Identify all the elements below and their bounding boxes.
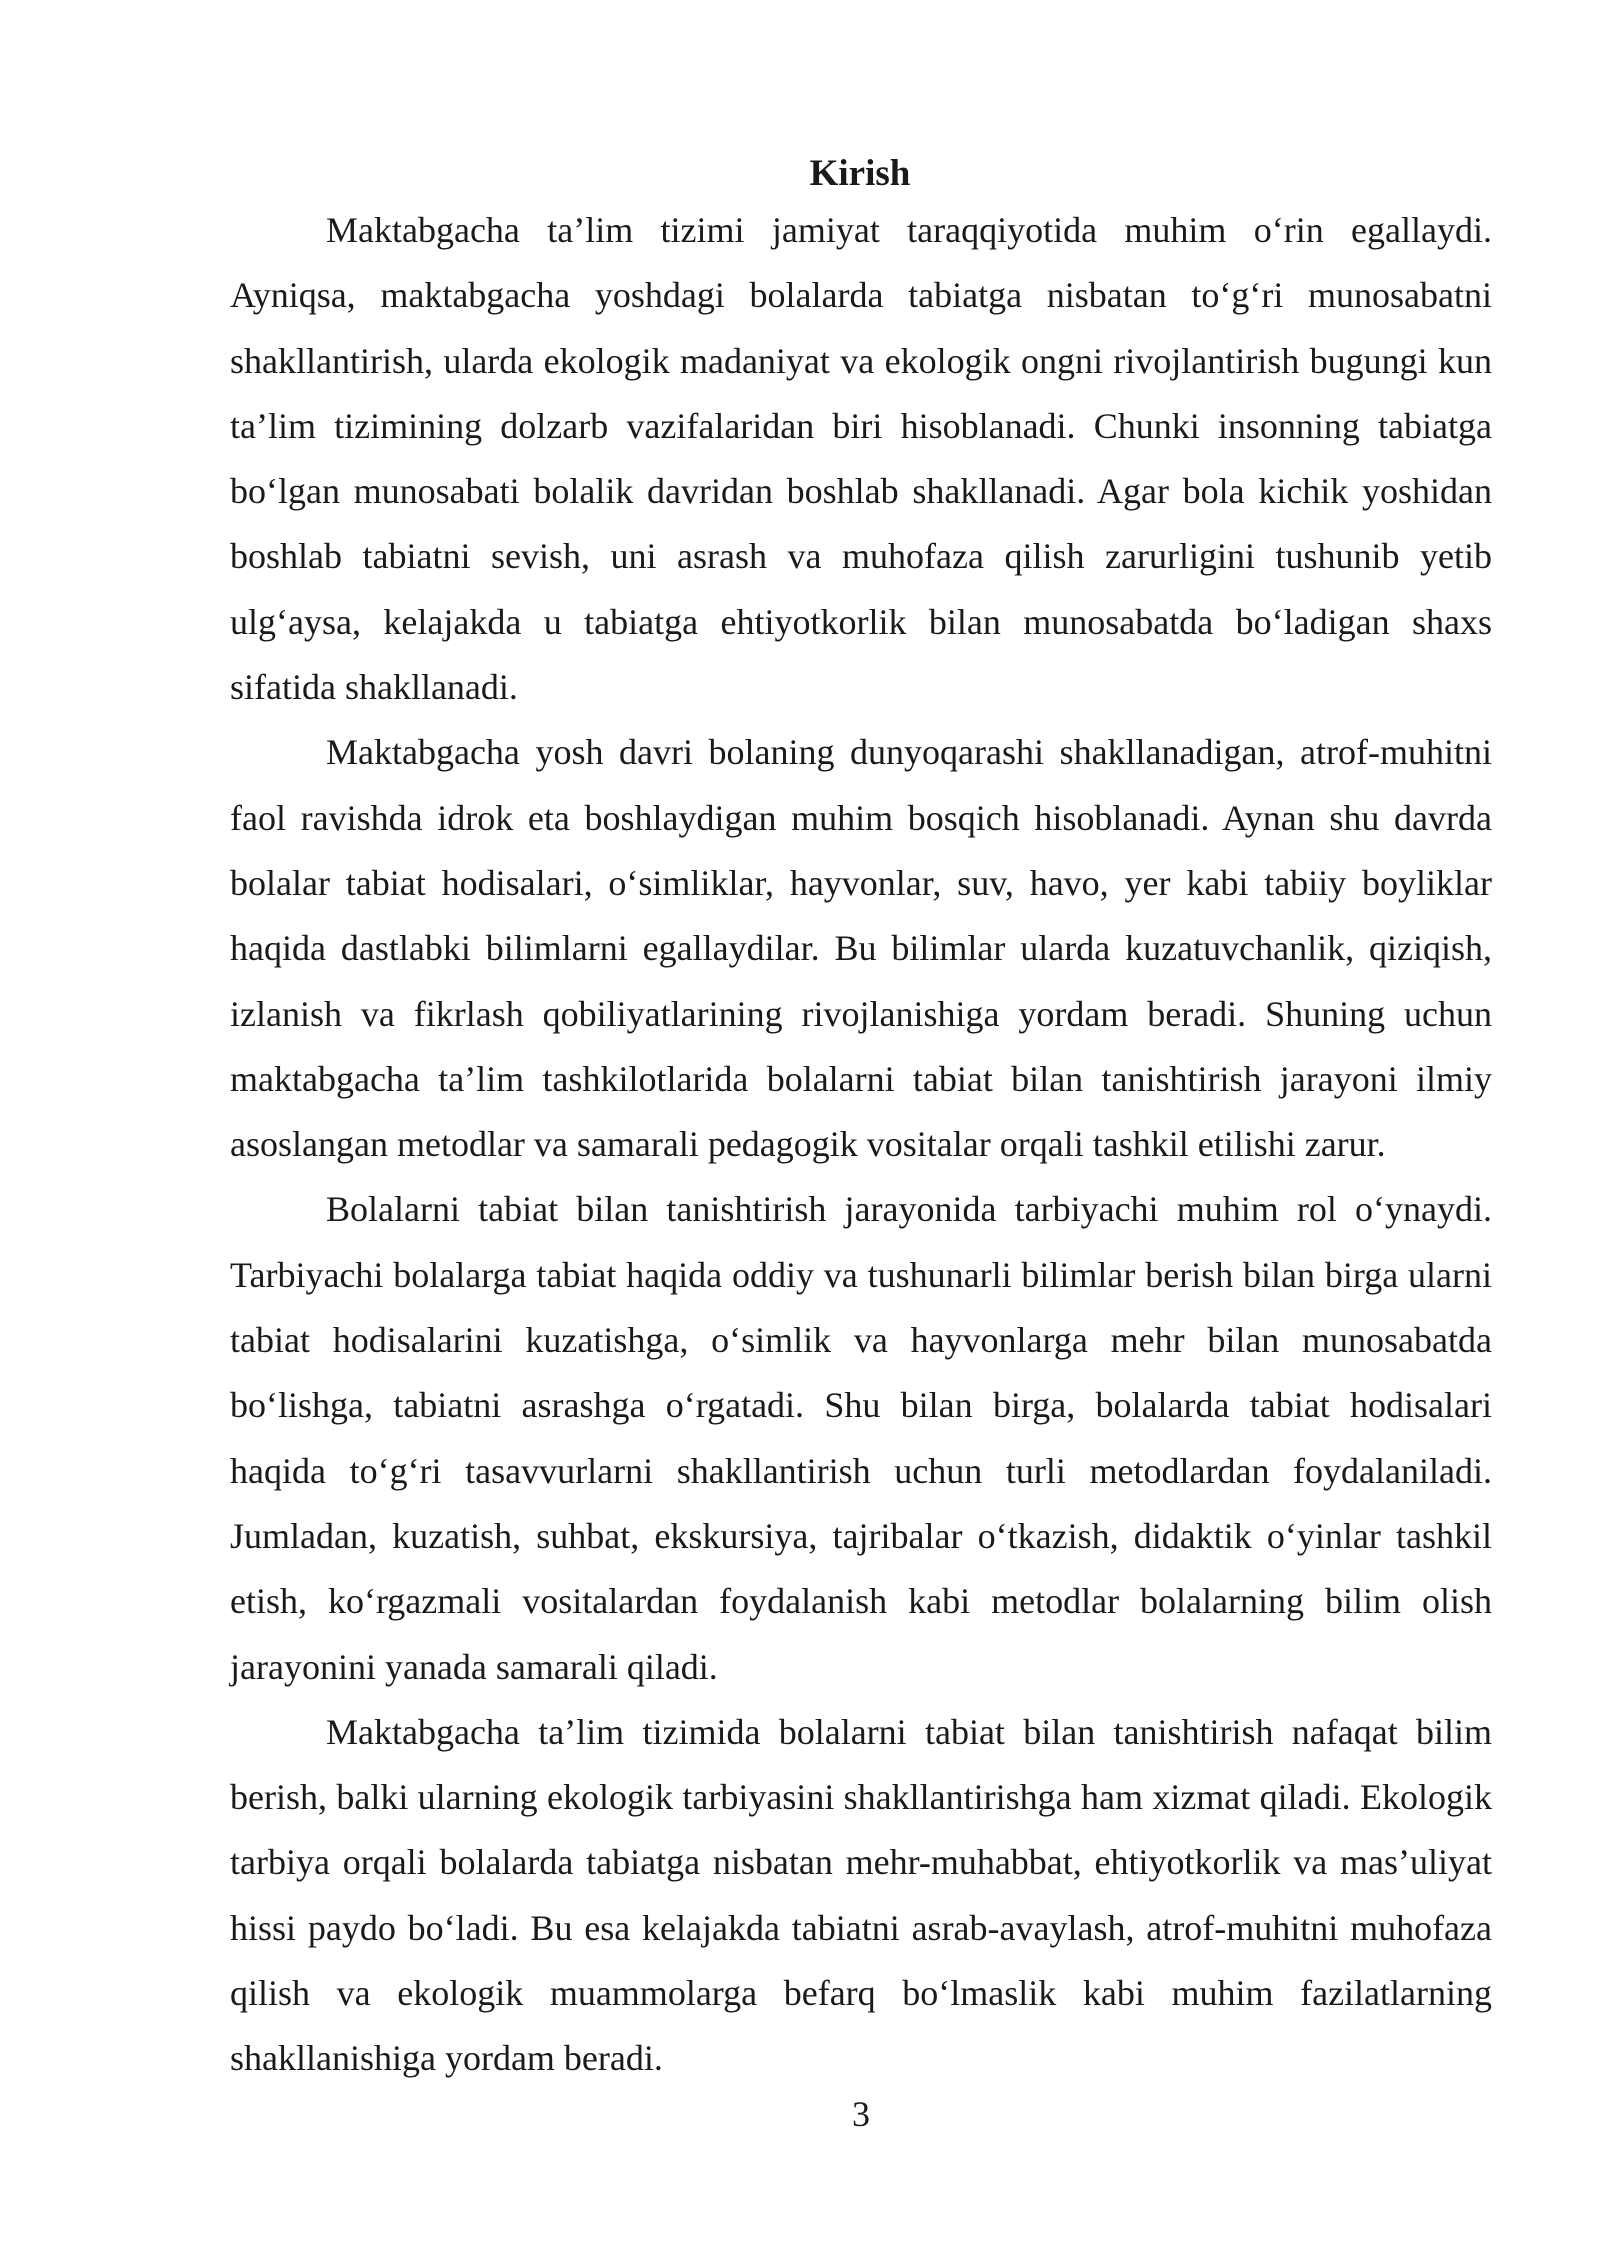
paragraph-3: Bolalarni tabiat bilan tanishtirish jarayonida tarbiyachi muhim rol o‘ynaydi. Tarbiyachi bolalarga tabiat haqida oddiy va tushunarli bilimlar berish bilan birga ularni tabiat hodisalarini kuzatishga, o‘simlik va hayvonlarga mehr bilan munosabatda bo‘lishga, tabiatni asrashga o‘rgatadi. Shu bilan birga, bolalarda tabiat hodisalari haqida to‘g‘ri tasavvurlarni shakllantirish uchun turli metodlardan foydalaniladi. Jumladan, kuzatish, suhbat, ekskursiya, tajribalar o‘tkazish, didaktik o‘yinlar tashkil etish, ko‘rgazmali vositalardan foydalanish kabi metodlar bolalarning bilim olish jarayonini yanada samarali qiladi. [230,1189,1492,1687]
page-number: 3 [852,2094,870,2134]
paragraph-2: Maktabgacha yosh davri bolaning dunyoqarashi shakllanadigan, atrof-muhitni faol ravishda idrok eta boshlaydigan muhim bosqich hisoblanadi. Aynan shu davrda bolalar tabiat hodisalari, o‘simliklar, hayvonlar, suv, havo, yer kabi tabiiy boyliklar haqida dastlabki bilimlarni egallaydilar. Bu bilimlar ularda kuzatuvchanlik, qiziqish, izlanish va fikrlash qobiliyatlarining rivojlanishiga yordam beradi. Shuning uchun maktabgacha ta’lim tashkilotlarida bolalarni tabiat bilan tanishtirish jarayoni ilmiy asoslangan metodlar va samarali pedagogik vositalar orqali tashkil etilishi zarur. [230,732,1492,1165]
paragraph-4: Maktabgacha ta’lim tizimida bolalarni tabiat bilan tanishtirish nafaqat bilim berish, balki ularning ekologik tarbiyasini shakllantirishga ham xizmat qiladi. Ekologik tarbiya orqali bolalarda tabiatga nisbatan mehr-muhabbat, ehtiyotkorlik va mas’uliyat hissi paydo bo‘ladi. Bu esa kelajakda tabiatni asrab-avaylash, atrof-muhitni muhofaza qilish va ekologik muammolarga befarq bo‘lmaslik kabi muhim fazilatlarning shakllanishiga yordam beradi. [230,1711,1492,2079]
section-title: Kirish [809,153,911,194]
paragraph-1: Maktabgacha ta’lim tizimi jamiyat taraqqiyotida muhim o‘rin egallaydi. Ayniqsa, maktabgacha yoshdagi bolalarda tabiatga nisbatan to‘g‘ri munosabatni shakllantirish, ularda ekologik madaniyat va ekologik ongni rivojlantirish bugungi kun ta’lim tizimining dolzarb vazifalaridan biri hisoblanadi. Chunki insonning tabiatga bo‘lgan munosabati bolalik davridan boshlab shakllanadi. Agar bola kichik yoshidan boshlab tabiatni sevish, uni asrash va muhofaza qilish zarurligini tushunib yetib ulg‘aysa, kelajakda u tabiatga ehtiyotkorlik bilan munosabatda bo‘ladigan shaxs sifatida shakllanadi. [230,210,1492,708]
body-text [230,198,1492,2092]
